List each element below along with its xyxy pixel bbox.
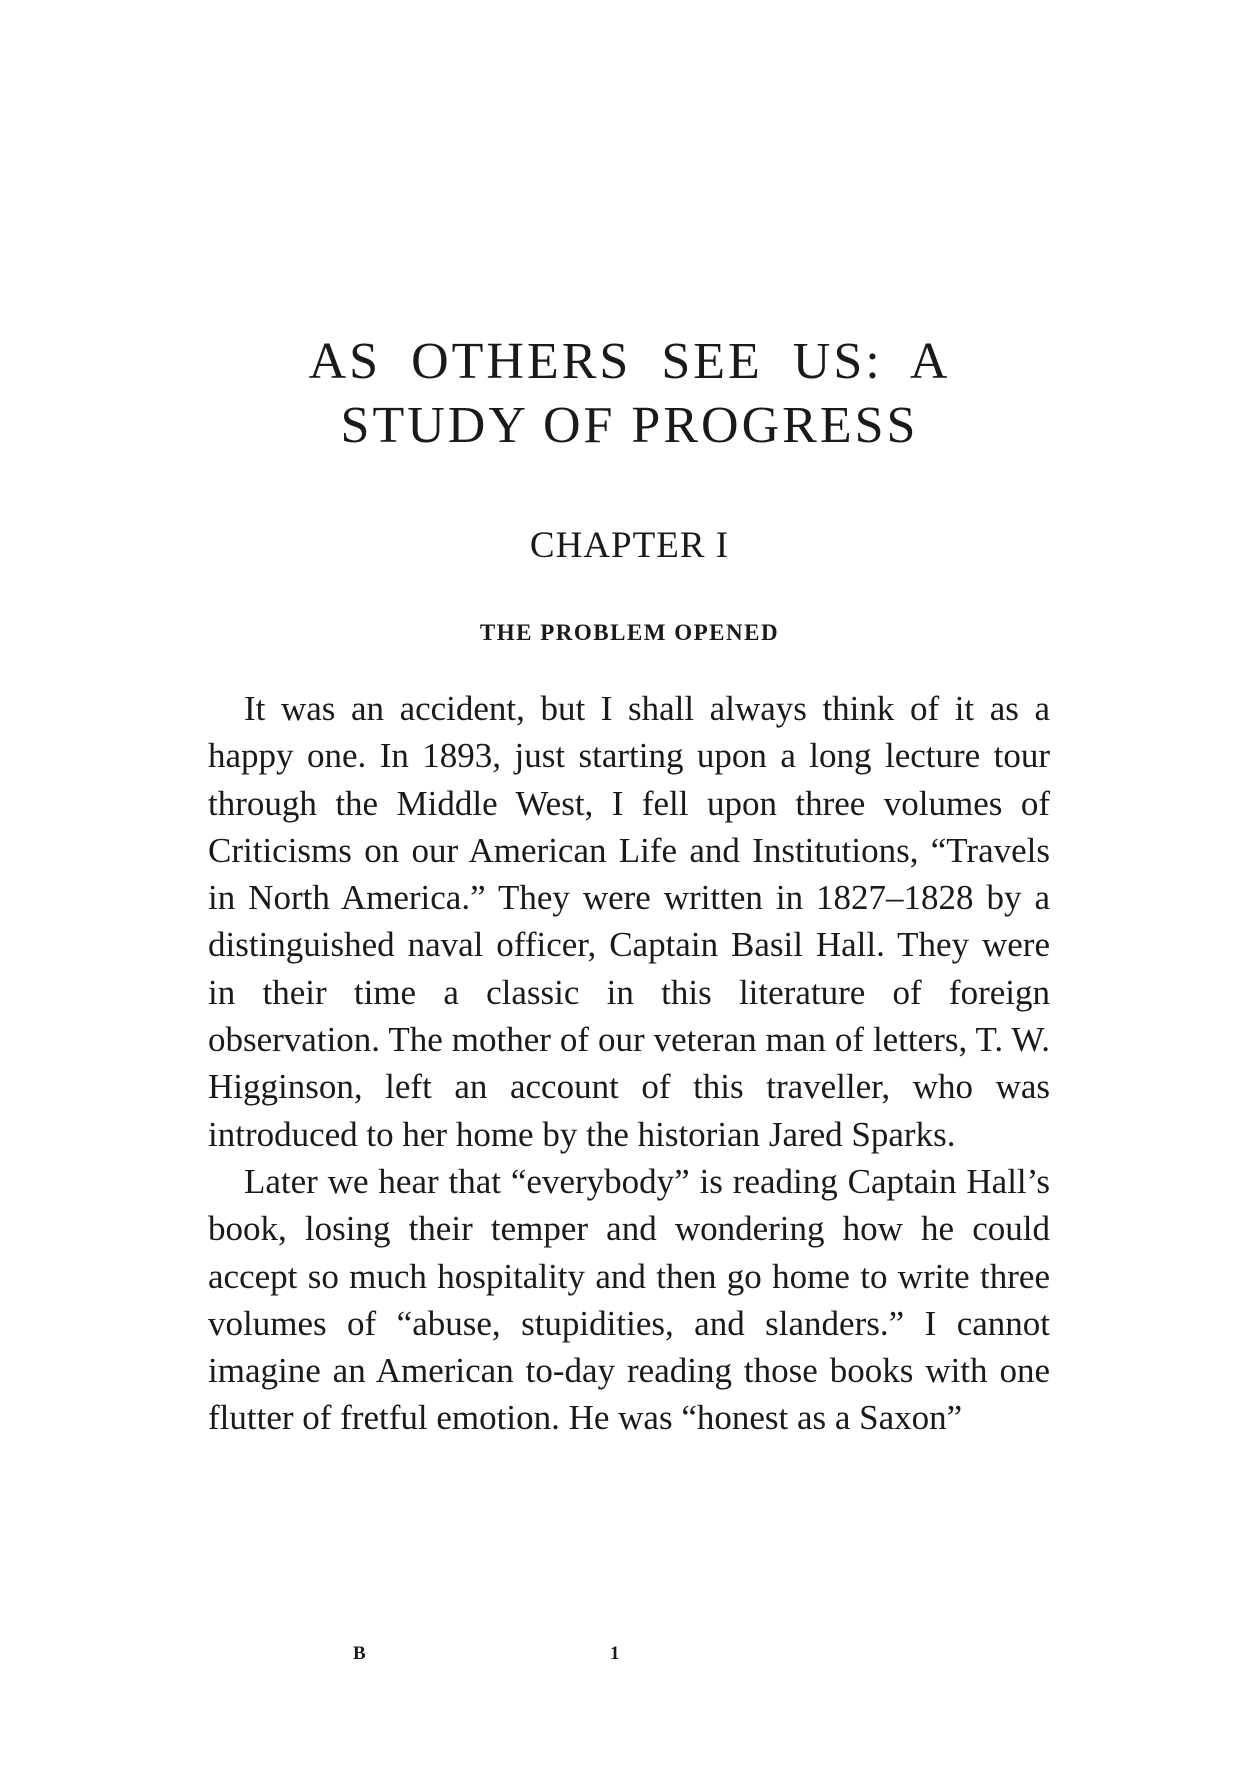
book-title bbox=[0, 330, 1259, 458]
body-text bbox=[208, 685, 1050, 1442]
chapter-subtitle: THE PROBLEM OPENED bbox=[479, 620, 780, 645]
signature-mark: B bbox=[353, 1643, 366, 1664]
page-number: 1 bbox=[610, 1643, 620, 1664]
chapter-heading: CHAPTER I bbox=[529, 525, 730, 566]
paragraph-1: It was an accident, but I shall always think of it as a happy one. In 1893, just starting upon a long lecture tour through the Middle West, I fell upon three volumes of Criticisms on our American Life and Institutions, “Travels in North America.” They were written in 1827–1828 by a distinguished naval officer, Captain Basil Hall. They were in their time a classic in this literature of foreign observation. The mother of our veteran man of letters, T. W. Higginson, left an account of this traveller, who was introduced to her home by the historian Jared Sparks. bbox=[208, 689, 1050, 1154]
book-title-line-1: AS OTHERS SEE US: A bbox=[308, 333, 951, 390]
book-title-line-2: STUDY OF PROGRESS bbox=[340, 397, 919, 454]
paragraph-2: Later we hear that “everybody” is reading Captain Hall’s book, losing their temper and wondering how he could accept so much hospitality and then go home to write three volumes of “abuse, stupidities, and slanders.” I cannot imagine an American to-day reading those books with one flutter of fretful emotion. He was “honest as a Saxon” bbox=[208, 1161, 1050, 1438]
